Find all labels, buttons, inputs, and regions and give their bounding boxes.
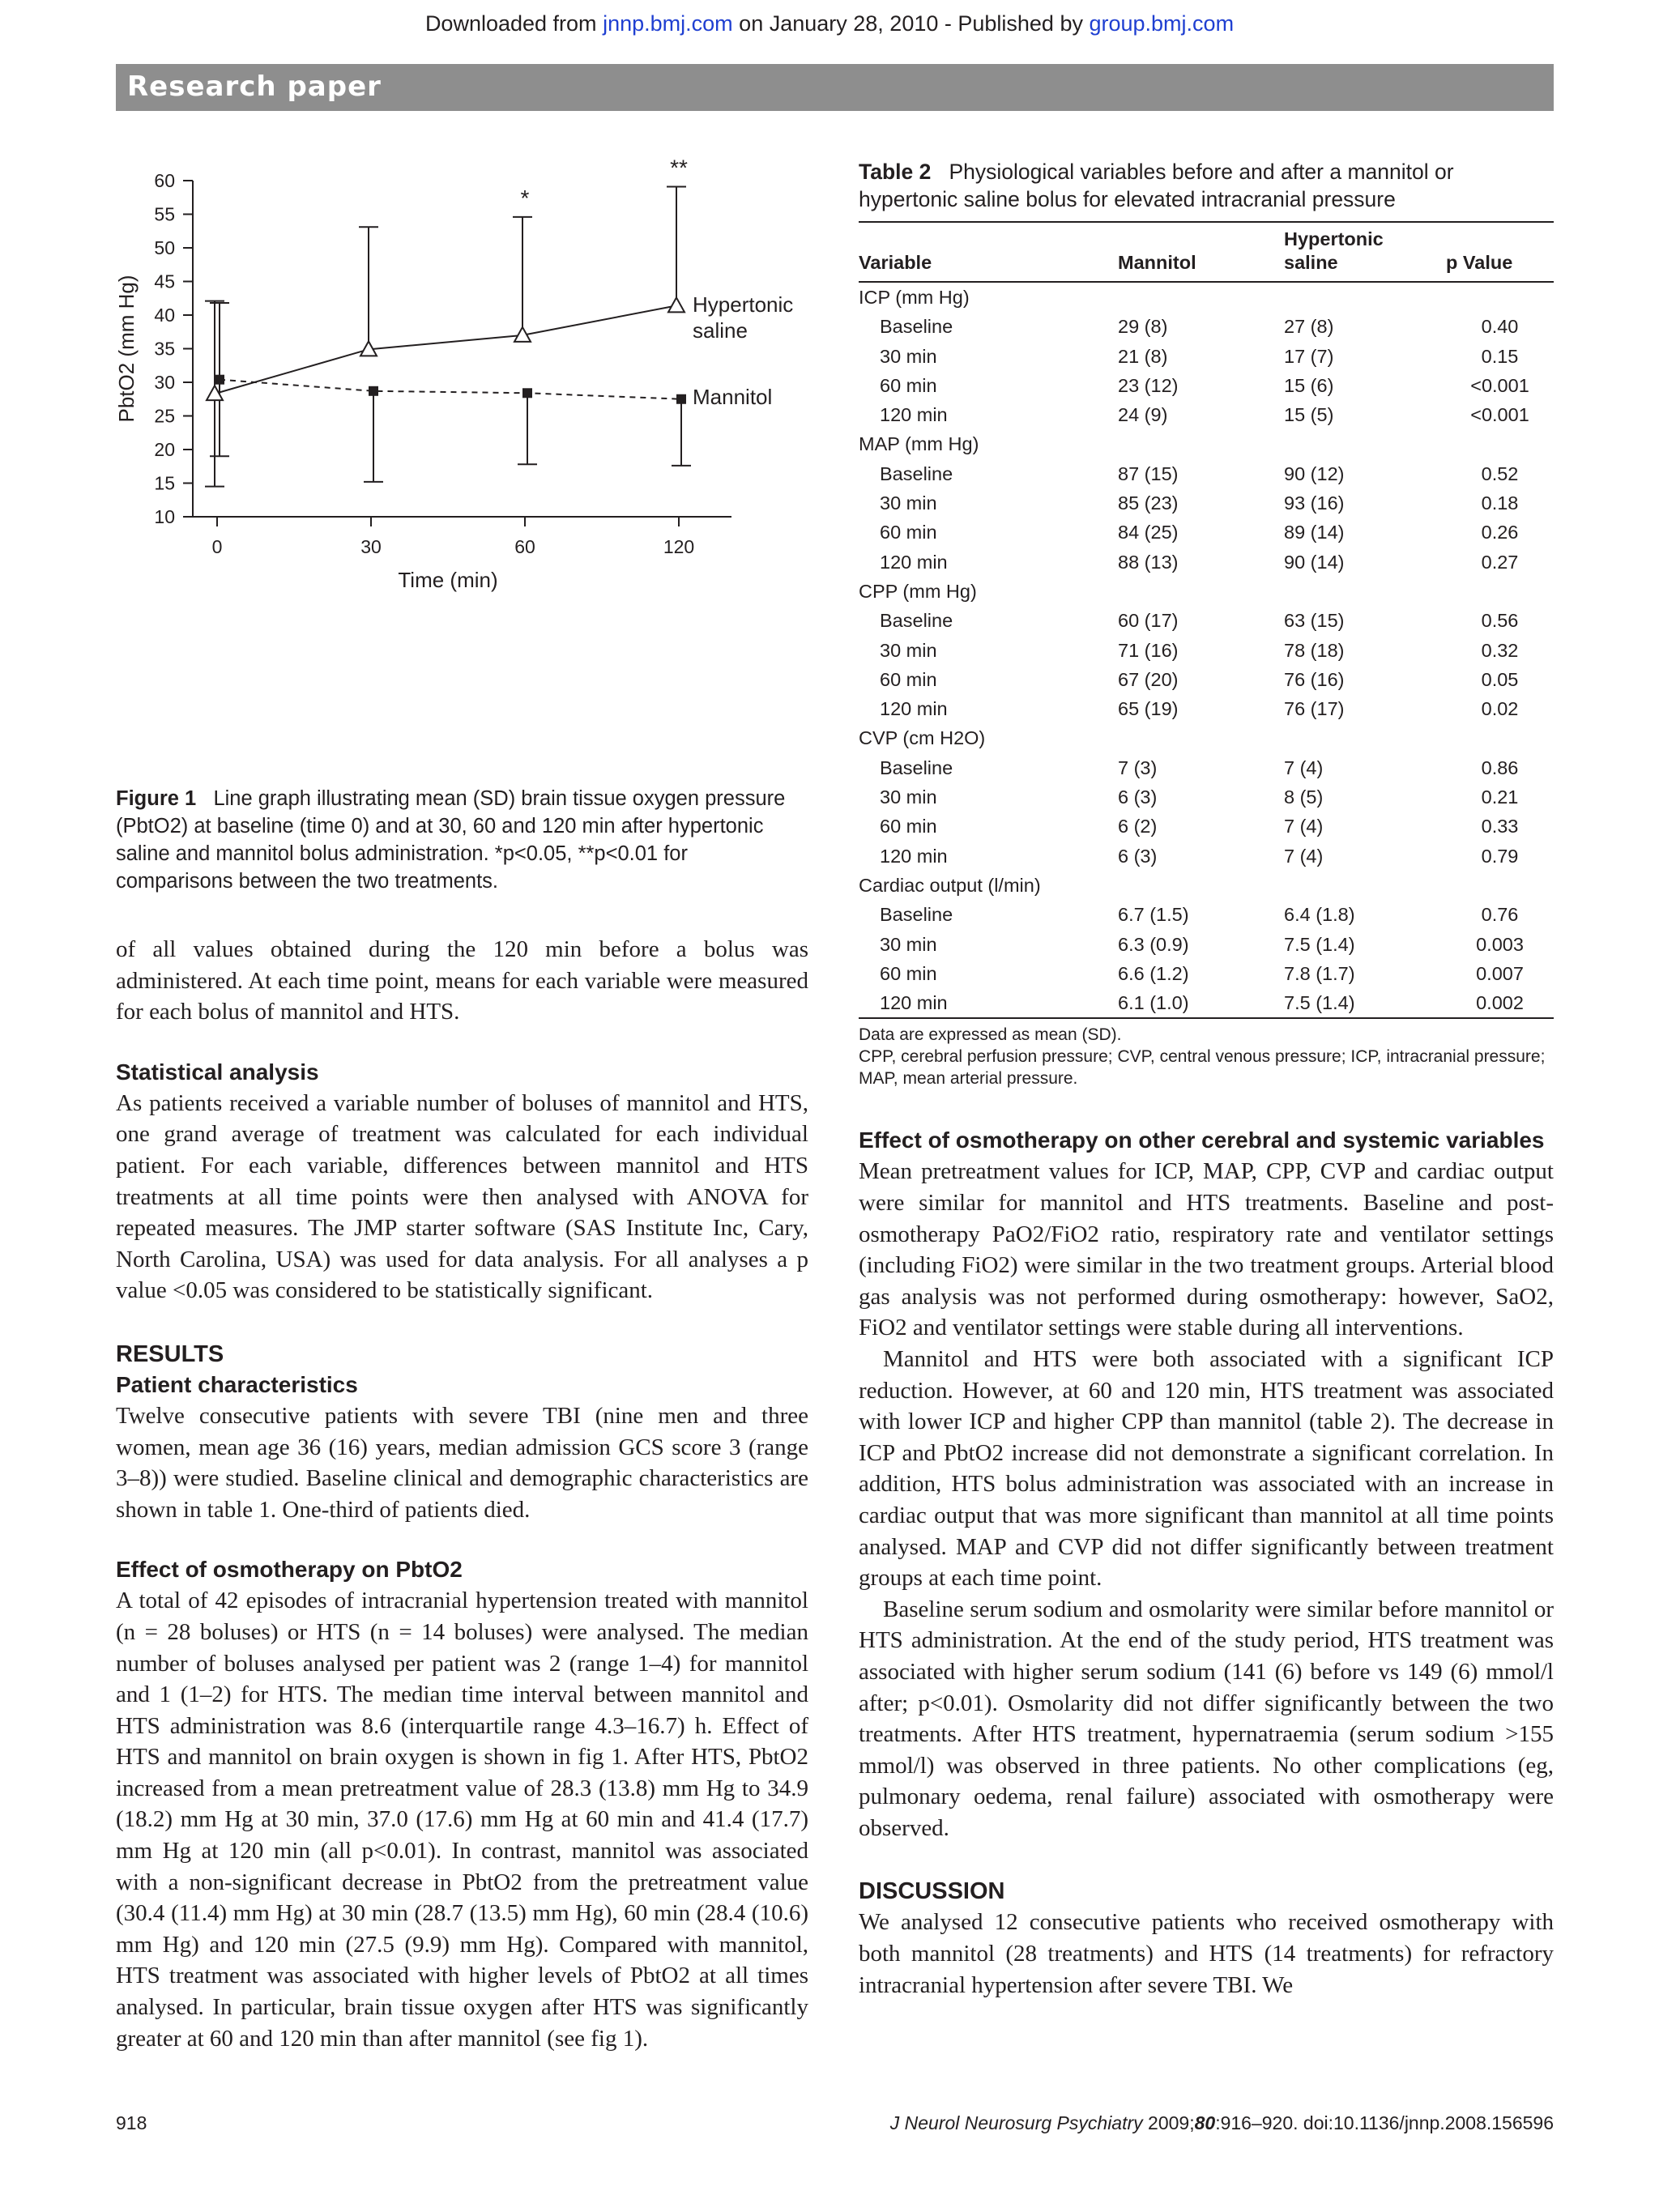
- cell-variable: 60 min: [880, 668, 937, 690]
- cell-variable: 30 min: [880, 639, 937, 661]
- table-row: [859, 871, 1554, 900]
- heading-statistical-analysis: Statistical analysis: [116, 1059, 319, 1085]
- table-row: [859, 812, 1554, 841]
- cell-hypertonic: 63 (15): [1284, 610, 1345, 632]
- cell-variable: Baseline: [880, 757, 953, 778]
- figure-caption: [116, 785, 808, 895]
- para-discussion: We analysed 12 consecutive patients who received osmotherapy with both mannitol (28 treatments) and HTS (14 treatments) for refractory intracranial hypertension after severe TBI. We: [859, 1909, 1554, 1998]
- cell-hypertonic: 15 (6): [1284, 374, 1334, 396]
- table-footnote-2: CPP, cerebral perfusion pressure; CVP, central venous pressure; ICP, intracranial pressure; MAP, mean arterial pressure.: [859, 1047, 1546, 1089]
- table-row: [859, 636, 1554, 665]
- cell-variable: 60 min: [880, 962, 937, 984]
- cell-hypertonic: 7.5 (1.4): [1284, 988, 1446, 1018]
- marker-mannitol: [369, 386, 378, 396]
- right-body: [859, 1125, 1554, 2001]
- table-row: [859, 312, 1554, 341]
- cell-hypertonic: 7.5 (1.4): [1284, 933, 1355, 955]
- left-column: [114, 155, 808, 2054]
- table-label: Table 2: [859, 160, 932, 184]
- journal-name: J Neurol Neurosurg Psychiatry: [889, 2112, 1143, 2133]
- cell-mannitol: [1118, 429, 1284, 458]
- y-tick-label: 50: [154, 237, 175, 258]
- cell-pvalue: 0.21: [1481, 786, 1519, 808]
- cell-pvalue: 0.05: [1481, 668, 1519, 690]
- table-row: [859, 459, 1554, 488]
- cell-mannitol: 6 (3): [1118, 845, 1158, 867]
- cell-hypertonic: 7.8 (1.7): [1284, 962, 1355, 984]
- cell-hypertonic: [1284, 577, 1446, 606]
- legend-hypertonic-line1: Hypertonic: [693, 292, 794, 317]
- journal-site-link[interactable]: jnnp.bmj.com: [603, 11, 733, 36]
- cell-mannitol: 6.6 (1.2): [1118, 962, 1189, 984]
- cell-variable: Baseline: [880, 462, 953, 484]
- cell-mannitol: 6.3 (0.9): [1118, 933, 1189, 955]
- cell-hypertonic: 90 (12): [1284, 462, 1345, 484]
- x-tick-label: 30: [360, 536, 382, 557]
- table-row: [859, 723, 1554, 752]
- table-footnotes: [859, 1024, 1554, 1089]
- heading-patient-characteristics: Patient characteristics: [116, 1371, 358, 1397]
- journal-citation: [890, 2112, 1554, 2134]
- cell-variable: 60 min: [880, 816, 937, 837]
- cell-pvalue: <0.001: [1470, 374, 1529, 396]
- cell-hypertonic: 76 (16): [1284, 668, 1345, 690]
- right-column: [859, 158, 1554, 2001]
- cell-pvalue: [1446, 282, 1554, 312]
- cell-variable: 60 min: [880, 374, 937, 396]
- para-icp-reduction: Mannitol and HTS were both associated with a significant ICP reduction. However, at 60 and 120 min, HTS treatment was associated with lower ICP and higher CPP than mannitol (table 2). The decrease in ICP and PbtO2 increase did not demonstrate a significant correlation. In addition, HTS bolus administration was associated with an increase in cardiac output that was more significant than mannitol at all time points analysed. MAP and CVP did not differ significantly between treatment groups at each time point.: [859, 1345, 1554, 1592]
- cell-hypertonic: 7 (4): [1284, 845, 1324, 867]
- cell-hypertonic: 76 (17): [1284, 698, 1345, 720]
- banner-label: Research paper: [127, 70, 382, 103]
- table-row: [859, 342, 1554, 371]
- cell-mannitol: 21 (8): [1118, 345, 1168, 367]
- cell-variable: Baseline: [880, 316, 953, 338]
- cell-hypertonic: [1284, 723, 1446, 752]
- marker-mannitol: [522, 388, 532, 398]
- page-number: 918: [116, 2112, 147, 2133]
- para-effect-pbto2: A total of 42 episodes of intracranial hypertension treated with mannitol (n = 28 boluses) or HTS (n = 14 boluses) were analysed. The median number of boluses analysed per patient was 2 (range 1–4) for mannitol and 1 (1–2) for HTS. The median time interval between mannitol and HTS administration was 8.6 (interquartile range 4.3–16.7) h. Effect of HTS and mannitol on brain oxygen is shown in fig 1. After HTS, PbtO2 increased from a mean pretreatment value of 28.3 (13.8) mm Hg to 34.9 (18.2) mm Hg at 30 min, 37.0 (17.6) mm Hg at 60 min and 41.4 (17.7) mm Hg at 120 min (all p<0.01). In contrast, mannitol was associated with a non-significant decrease in PbtO2 from the pretreatment value (30.4 (11.4) mm Hg) at 30 min (28.7 (13.5) mm Hg), 60 min (28.4 (10.6) mm Hg) and 120 min (27.5 (9.9) mm Hg). Compared with mannitol, HTS treatment was associated with higher levels of PbtO2 at all times analysed. In particular, brain tissue oxygen after HTS was significantly greater at 60 and 120 min than after mannitol (see fig 1).: [116, 1588, 808, 2052]
- table-row: [859, 900, 1554, 929]
- col-header-hypertonic: Hypertonic saline: [1284, 222, 1446, 282]
- cell-pvalue: 0.26: [1481, 522, 1519, 543]
- cell-pvalue: 0.003: [1476, 933, 1524, 955]
- cell-hypertonic: [1284, 429, 1446, 458]
- figure-label: Figure 1: [116, 787, 197, 810]
- series-line-hypertonic: [215, 305, 676, 394]
- legend-hypertonic-line2: saline: [693, 318, 748, 343]
- y-tick-label: 30: [154, 372, 175, 393]
- para-patient-characteristics: Twelve consecutive patients with severe TBI (nine men and three women, mean age 36 (16) years, median admission GCS score 3 (range 3–8)) were studied. Baseline clinical and demographic characteristics are shown in table 1. One-third of patients died.: [116, 1402, 808, 1523]
- heading-effect-other-variables: Effect of osmotherapy on other cerebral and systemic variables: [859, 1127, 1545, 1153]
- cell-variable: ICP (mm Hg): [859, 287, 970, 308]
- y-tick-label: 45: [154, 271, 175, 292]
- table-title-text: Physiological variables before and after a mannitol or hypertonic saline bolus for elevated intracranial pressure: [859, 160, 1454, 211]
- cell-hypertonic: 90 (14): [1284, 551, 1345, 573]
- table-row: [859, 400, 1554, 429]
- table-row: [859, 518, 1554, 547]
- figure-caption-text: Line graph illustrating mean (SD) brain tissue oxygen pressure (PbtO2) at baseline (time 0) and at 30, 60 and 120 min after hypertonic saline and mannitol bolus administration. *p<0.05, **p<0.01 for comparisons between the two treatments.: [116, 787, 786, 893]
- cell-pvalue: 0.002: [1446, 988, 1554, 1018]
- series-line-mannitol: [220, 380, 681, 399]
- cell-variable: 30 min: [880, 492, 937, 514]
- cell-variable: 120 min: [880, 845, 948, 867]
- x-tick-label: 60: [514, 536, 535, 557]
- table-row: [859, 371, 1554, 400]
- col-header-variable: Variable: [859, 222, 1118, 282]
- cell-hypertonic: 8 (5): [1284, 786, 1324, 808]
- publisher-link[interactable]: group.bmj.com: [1089, 11, 1235, 36]
- cell-mannitol: [1118, 577, 1284, 606]
- cell-mannitol: 6 (3): [1118, 786, 1158, 808]
- cell-variable: 30 min: [880, 786, 937, 808]
- citation-pages: :916–920. doi:10.1136/jnnp.2008.156596: [1215, 2112, 1554, 2133]
- cell-hypertonic: 78 (18): [1284, 639, 1345, 661]
- cell-mannitol: 23 (12): [1118, 374, 1179, 396]
- y-axis-label: PbtO2 (mm Hg): [114, 275, 139, 423]
- download-middle: on January 28, 2010 - Published by: [739, 11, 1083, 36]
- table-row: [859, 930, 1554, 959]
- cell-pvalue: 0.76: [1481, 904, 1519, 926]
- y-tick-label: 25: [154, 405, 175, 427]
- cell-variable: CPP (mm Hg): [859, 580, 977, 602]
- cell-mannitol: 24 (9): [1118, 404, 1168, 426]
- heading-results: RESULTS: [116, 1340, 224, 1367]
- table-row: [859, 753, 1554, 782]
- cell-variable: 120 min: [880, 698, 948, 720]
- cell-hypertonic: 17 (7): [1284, 345, 1334, 367]
- cell-pvalue: 0.02: [1481, 698, 1519, 720]
- figure-1: [114, 155, 808, 612]
- table-row: [859, 577, 1554, 606]
- cell-mannitol: [1118, 871, 1284, 900]
- table-row: [859, 782, 1554, 812]
- table-row: [859, 842, 1554, 871]
- cell-pvalue: 0.33: [1481, 816, 1519, 837]
- para-serum-sodium: Baseline serum sodium and osmolarity were similar before mannitol or HTS administration. At the end of the study period, HTS treatment was associated with higher serum sodium (141 (6) before vs 149 (6) mmol/l after; p<0.01). Osmolarity did not differ significantly between the two treatments. After HTS treatment, hypernatraemia (serum sodium >155 mmol/l) was observed in three patients. No other complications (eg, pulmonary oedema, renal failure) associated with osmotherapy were observed.: [859, 1596, 1554, 1841]
- para-other-variables: Mean pretreatment values for ICP, MAP, CPP, CVP and cardiac output were similar for mannitol and HTS treatments. Baseline and post-osmotherapy PaO2/FiO2 ratio, respiratory rate and ventilator settings (including FiO2) were similar in the two treatment groups. Arterial blood gas analysis was not performed during osmotherapy: however, SaO2, FiO2 and ventilator settings were stable during all interventions.: [859, 1158, 1554, 1341]
- table-2: [859, 221, 1554, 1019]
- cell-mannitol: 7 (3): [1118, 757, 1158, 778]
- cell-pvalue: 0.56: [1481, 610, 1519, 632]
- legend-mannitol: Mannitol: [693, 385, 773, 409]
- cell-pvalue: 0.40: [1481, 316, 1519, 338]
- significance-marker: **: [670, 155, 688, 181]
- cell-variable: 30 min: [880, 933, 937, 955]
- x-tick-label: 120: [663, 536, 695, 557]
- cell-pvalue: 0.79: [1481, 845, 1519, 867]
- cell-variable: 120 min: [880, 404, 948, 426]
- cell-pvalue: [1446, 871, 1554, 900]
- cell-hypertonic: 89 (14): [1284, 522, 1345, 543]
- cell-variable: 30 min: [880, 345, 937, 367]
- cell-mannitol: [1118, 282, 1284, 312]
- cell-pvalue: 0.18: [1481, 492, 1519, 514]
- cell-hypertonic: 6.4 (1.8): [1284, 904, 1355, 926]
- y-tick-label: 10: [154, 506, 175, 527]
- cell-mannitol: 67 (20): [1118, 668, 1179, 690]
- cell-mannitol: 88 (13): [1118, 551, 1179, 573]
- cell-mannitol: 60 (17): [1118, 610, 1179, 632]
- table-row: [859, 606, 1554, 635]
- cell-hypertonic: 27 (8): [1284, 316, 1334, 338]
- y-tick-label: 40: [154, 305, 175, 326]
- cell-mannitol: 29 (8): [1118, 316, 1168, 338]
- cell-pvalue: 0.52: [1481, 462, 1519, 484]
- cell-variable: Baseline: [880, 904, 953, 926]
- cell-hypertonic: [1284, 282, 1446, 312]
- cell-mannitol: 65 (19): [1118, 698, 1179, 720]
- cell-mannitol: 71 (16): [1118, 639, 1179, 661]
- table-footnote-1: Data are expressed as mean (SD).: [859, 1025, 1122, 1045]
- significance-marker: *: [520, 185, 530, 211]
- y-tick-label: 55: [154, 203, 175, 225]
- table-row: [859, 548, 1554, 577]
- cell-mannitol: 85 (23): [1118, 492, 1179, 514]
- table-row: [859, 959, 1554, 988]
- cell-pvalue: <0.001: [1470, 404, 1529, 426]
- cell-hypertonic: [1284, 871, 1446, 900]
- y-tick-label: 15: [154, 472, 175, 494]
- cell-variable: 120 min: [880, 551, 948, 573]
- y-tick-label: 20: [154, 439, 175, 460]
- download-notice: [0, 11, 1659, 36]
- table-title: [859, 158, 1554, 213]
- cell-pvalue: [1446, 723, 1554, 752]
- table-row: [859, 429, 1554, 458]
- table-row: [859, 282, 1554, 312]
- cell-variable: Baseline: [880, 610, 953, 632]
- para-intro: of all values obtained during the 120 min before a bolus was administered. At each time point, means for each variable were measured for each bolus of mannitol and HTS.: [116, 936, 808, 1025]
- download-prefix: Downloaded from: [424, 11, 597, 36]
- left-body: [116, 934, 808, 2054]
- cell-pvalue: 0.007: [1476, 962, 1524, 984]
- section-banner: [116, 64, 1554, 111]
- citation-volume: 80: [1194, 2112, 1216, 2133]
- y-tick-label: 35: [154, 338, 175, 360]
- cell-pvalue: 0.15: [1481, 345, 1519, 367]
- marker-mannitol: [676, 394, 686, 404]
- y-tick-label: 60: [154, 170, 175, 191]
- x-tick-label: 0: [211, 536, 223, 557]
- cell-variable: 60 min: [880, 522, 937, 543]
- table-row: [859, 665, 1554, 694]
- table-row: [859, 488, 1554, 518]
- cell-mannitol: 6 (2): [1118, 816, 1158, 837]
- table-row: [859, 988, 1554, 1018]
- heading-effect-pbto2: Effect of osmotherapy on PbtO2: [116, 1557, 463, 1583]
- cell-pvalue: 0.86: [1481, 757, 1519, 778]
- cell-variable: 120 min: [859, 988, 1118, 1018]
- cell-pvalue: 0.32: [1481, 639, 1519, 661]
- cell-mannitol: 87 (15): [1118, 462, 1179, 484]
- col-header-mannitol: Mannitol: [1118, 222, 1284, 282]
- cell-variable: CVP (cm H2O): [859, 727, 986, 749]
- heading-discussion: DISCUSSION: [859, 1878, 1005, 1905]
- cell-mannitol: [1118, 723, 1284, 752]
- cell-hypertonic: 93 (16): [1284, 492, 1345, 514]
- cell-hypertonic: 7 (4): [1284, 816, 1324, 837]
- cell-hypertonic: 7 (4): [1284, 757, 1324, 778]
- cell-pvalue: 0.27: [1481, 551, 1519, 573]
- cell-variable: MAP (mm Hg): [859, 433, 979, 455]
- cell-mannitol: 6.1 (1.0): [1118, 988, 1284, 1018]
- cell-variable: Cardiac output (l/min): [859, 874, 1041, 896]
- para-statistical-analysis: As patients received a variable number of boluses of mannitol and HTS, one grand average of treatment was calculated for each individual patient. For each variable, differences between mannitol and HTS treatments at all time points were then analysed with ANOVA for repeated measures. The JMP starter software (SAS Institute Inc, Cary, North Carolina, USA) was used for data analysis. For all analyses a p value <0.05 was considered to be statistically significant.: [116, 1089, 808, 1304]
- cell-pvalue: [1446, 429, 1554, 458]
- cell-hypertonic: 15 (5): [1284, 404, 1334, 426]
- cell-pvalue: [1446, 577, 1554, 606]
- col-header-pvalue: p Value: [1446, 222, 1554, 282]
- marker-hypertonic: [668, 297, 684, 312]
- cell-mannitol: 6.7 (1.5): [1118, 904, 1189, 926]
- marker-mannitol: [215, 375, 224, 385]
- pbto2-line-chart: [114, 155, 808, 612]
- cell-mannitol: 84 (25): [1118, 522, 1179, 543]
- table-row: [859, 694, 1554, 723]
- x-axis-label: Time (min): [398, 568, 498, 592]
- citation-year: 2009;: [1148, 2112, 1195, 2133]
